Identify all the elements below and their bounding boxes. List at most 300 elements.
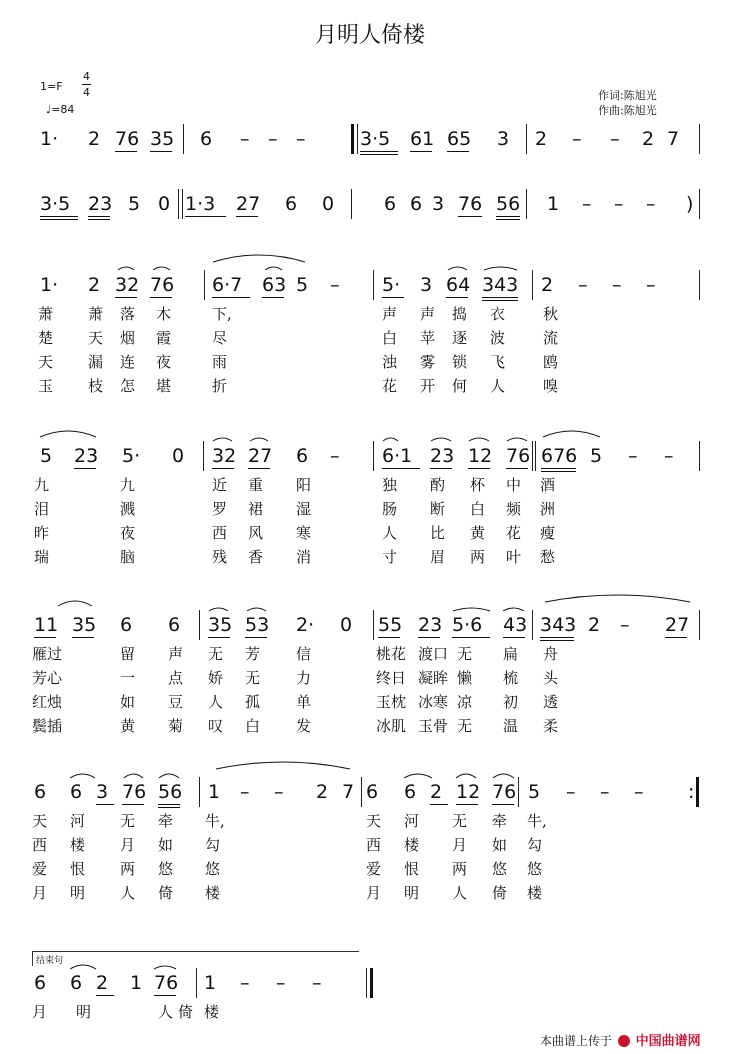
note: 6 (70, 972, 83, 994)
lyric: 逐 (452, 329, 468, 347)
note: 32 (115, 274, 140, 296)
note: 12 (468, 445, 493, 467)
lyric: 萧 (38, 305, 54, 323)
lyric: 人 (382, 524, 398, 542)
note: – (664, 445, 674, 467)
lyric: 两 (120, 860, 136, 878)
note: – (620, 614, 630, 636)
note: 5 (590, 445, 603, 467)
lyric: 溅 (120, 500, 136, 518)
note: 3 (432, 193, 445, 215)
barline (370, 968, 373, 998)
lyric: 恨 (70, 860, 86, 878)
lyric: 波 (490, 329, 506, 347)
slur (118, 267, 134, 270)
lyric: 渡口 (418, 645, 449, 663)
slur (453, 608, 490, 611)
note: 6 (366, 781, 379, 803)
slur (40, 431, 96, 437)
lyric: 柔 (543, 717, 559, 735)
lyric: 香 (248, 548, 264, 566)
note: : (688, 781, 695, 803)
lyric: 何 (452, 377, 468, 395)
note: 3·5 (40, 193, 71, 215)
lyric: 头 (543, 669, 559, 687)
lyric: 透 (543, 693, 559, 711)
lyric: 裙 (248, 500, 264, 518)
lyric: 寒 (296, 524, 312, 542)
note: 76 (115, 128, 140, 150)
note: 64 (446, 274, 471, 296)
lyric: 豆 (168, 693, 184, 711)
lyric: 楚 (38, 329, 54, 347)
note: 76 (458, 193, 483, 215)
note: – (582, 193, 592, 215)
lyric: 尽 (212, 329, 228, 347)
note: – (240, 972, 250, 994)
lyric: 泪 (34, 500, 50, 518)
lyric: 愁 (540, 548, 556, 566)
lyric: 枝 (88, 377, 104, 395)
lyric: 锁 (452, 353, 468, 371)
beam-underline (496, 216, 520, 217)
lyric: 夜 (156, 353, 172, 371)
lyric: 断 (430, 500, 446, 518)
lyric: 温 (503, 717, 519, 735)
lyric: 重 (248, 476, 264, 494)
note: – (600, 781, 610, 803)
note: – (330, 274, 340, 296)
lyric: 月 (452, 836, 468, 854)
lyric: 落 (120, 305, 136, 323)
composer: 作曲:陈旭光 (598, 104, 657, 117)
slur (154, 966, 176, 969)
slur (448, 267, 467, 270)
lyric: 黄 (470, 524, 486, 542)
note: – (614, 193, 624, 215)
lyric: 浊 (382, 353, 398, 371)
barline (203, 441, 204, 471)
note: 76 (506, 445, 531, 467)
beam-underline (430, 468, 452, 469)
note: 5· (382, 274, 401, 296)
lyric: 扁 (503, 645, 519, 663)
lyric: 牛, (205, 812, 225, 830)
site-logo-icon (618, 1035, 630, 1047)
note: 2 (588, 614, 601, 636)
slur (404, 774, 432, 778)
lyric: 衣 (490, 305, 506, 323)
note: 11 (34, 614, 59, 636)
note: 6 (168, 614, 181, 636)
lyric: 残 (212, 548, 228, 566)
beam-underline (208, 637, 230, 638)
note: 6 (404, 781, 417, 803)
lyric: 酌 (430, 476, 446, 494)
note: – (646, 193, 656, 215)
lyric: 娇 (208, 669, 224, 687)
note: 676 (541, 445, 578, 467)
lyric: 倚 (492, 884, 508, 902)
beam-underline (185, 216, 226, 217)
lyric: 嗅 (543, 377, 559, 395)
beam-underline (115, 151, 137, 152)
note: 2 (88, 128, 101, 150)
slur (543, 431, 600, 437)
lyric: 声 (382, 305, 398, 323)
barline (373, 441, 374, 471)
note: – (634, 781, 644, 803)
beam-underline (150, 151, 172, 152)
beam-underline (236, 216, 258, 217)
note: 6 (296, 445, 309, 467)
lyric: 酒 (540, 476, 556, 494)
beam-underline (506, 468, 528, 469)
lyric: 两 (452, 860, 468, 878)
note: 35 (72, 614, 97, 636)
beam-underline (262, 297, 284, 298)
barline (351, 124, 354, 154)
note: 53 (245, 614, 270, 636)
lyric: 冰寒 (418, 693, 449, 711)
lyric: 洲 (540, 500, 556, 518)
slur (456, 774, 476, 778)
lyric: 人 (452, 884, 468, 902)
intro-system-2 (0, 193, 740, 233)
verse-system-4 (0, 445, 740, 575)
beam-underline (88, 216, 110, 217)
lyric: 白 (382, 329, 398, 347)
lyric: 天 (88, 329, 104, 347)
note: 27 (665, 614, 690, 636)
lyric: 如 (120, 693, 136, 711)
lyric: 梳 (503, 669, 519, 687)
slur (250, 438, 268, 441)
note: – (240, 128, 250, 150)
barline (178, 189, 179, 219)
note: 6·7 (212, 274, 243, 296)
slur (58, 601, 92, 606)
slur (484, 267, 517, 270)
beam-underline-double (496, 219, 520, 220)
note: 2 (316, 781, 329, 803)
note: 6 (34, 972, 47, 994)
lyric: 点 (168, 669, 184, 687)
note: 3 (497, 128, 510, 150)
lyric: 孤 (245, 693, 261, 711)
barline (373, 610, 374, 640)
barline (699, 610, 700, 640)
note: ) (686, 193, 694, 215)
beam-underline (458, 216, 482, 217)
note: 2 (535, 128, 548, 150)
note: 5 (296, 274, 309, 296)
beam-underline (378, 637, 400, 638)
note: 23 (430, 445, 455, 467)
lyric: 两 (470, 548, 486, 566)
note: 76 (122, 781, 147, 803)
note: – (610, 128, 620, 150)
beam-underline-double (40, 219, 78, 220)
lyric: 天 (366, 812, 382, 830)
lyric: 西 (32, 836, 48, 854)
note: – (276, 972, 286, 994)
note: – (566, 781, 576, 803)
lyric: 无 (452, 812, 468, 830)
beam-underline (115, 297, 137, 298)
beam-underline (482, 297, 518, 298)
lyric: 无 (120, 812, 136, 830)
barline (196, 968, 197, 998)
ending-bracket (32, 951, 359, 966)
note: 1·3 (185, 193, 216, 215)
ending-system (0, 972, 740, 1032)
lyric: 天 (32, 812, 48, 830)
lyric: 凝眸 (418, 669, 449, 687)
time-numerator: 4 (83, 70, 90, 83)
note: 5 (40, 445, 53, 467)
note: – (274, 781, 284, 803)
lyric: 芳 (245, 645, 261, 663)
note: 6 (120, 614, 133, 636)
note: 6 (70, 781, 83, 803)
beam-underline-double (541, 471, 576, 472)
beam-underline-double (482, 300, 518, 301)
lyric: 恨 (404, 860, 420, 878)
beam-underline (96, 804, 114, 805)
beam-underline (212, 468, 234, 469)
beam-underline (360, 151, 398, 152)
verse-system-3 (0, 274, 740, 404)
slur (265, 267, 282, 270)
verse-system-6 (0, 781, 740, 911)
song-title: 月明人倚楼 (314, 23, 425, 48)
slur (213, 438, 232, 441)
lyric: 罗 (212, 500, 228, 518)
note: 23 (418, 614, 443, 636)
lyric: 明 (70, 884, 86, 902)
note: 6 (285, 193, 298, 215)
barline (696, 777, 699, 807)
barline (699, 270, 700, 300)
lyric: 比 (430, 524, 446, 542)
lyric: 风 (248, 524, 264, 542)
note: 76 (150, 274, 175, 296)
lyric: 倚 (158, 884, 174, 902)
lyric: 爱 (32, 860, 48, 878)
note: 3·5 (360, 128, 391, 150)
lyric: 阳 (296, 476, 312, 494)
note: 1 (130, 972, 143, 994)
slur (493, 774, 514, 778)
beam-underline (74, 468, 96, 469)
lyric: 瑞 (34, 548, 50, 566)
note: 1 (547, 193, 560, 215)
barline (699, 189, 700, 219)
lyric: 发 (296, 717, 312, 735)
note: 6·1 (382, 445, 413, 467)
note: 65 (447, 128, 472, 150)
lyric: 楼 (70, 836, 86, 854)
lyric: 桃花 (376, 645, 407, 663)
lyric: 河 (404, 812, 420, 830)
note: 1· (40, 274, 59, 296)
lyric: 玉 (38, 377, 54, 395)
lyric: 悠 (158, 860, 174, 878)
note: 55 (378, 614, 403, 636)
note: 23 (88, 193, 113, 215)
beam-underline (40, 216, 78, 217)
barline (183, 124, 184, 154)
slur (159, 774, 179, 778)
lyric: 人 (490, 377, 506, 395)
note: 2 (541, 274, 554, 296)
verse-system-5 (0, 614, 740, 744)
slur (213, 255, 305, 262)
lyricist: 作词:陈旭光 (598, 89, 657, 102)
barline (699, 124, 700, 154)
lyric: 中 (506, 476, 522, 494)
footer-brand: 中国曲谱网 (635, 1033, 701, 1048)
lyric: 雾 (420, 353, 436, 371)
lyric: 单 (296, 693, 312, 711)
beam-underline (245, 637, 267, 638)
note: 1 (208, 781, 221, 803)
lyric: 人 (120, 884, 136, 902)
slur (70, 774, 95, 778)
lyric: 雨 (212, 353, 228, 371)
lyric: 流 (543, 329, 559, 347)
beam-underline (541, 468, 576, 469)
lyric: 白 (470, 500, 486, 518)
lyric: 牵 (492, 812, 508, 830)
note: – (578, 274, 588, 296)
lyric: 悠 (527, 860, 543, 878)
beam-underline (430, 804, 448, 805)
lyric: 芳心 (32, 669, 63, 687)
note: 27 (236, 193, 261, 215)
note: 56 (158, 781, 183, 803)
lyric: 初 (503, 693, 519, 711)
lyric: 瘦 (540, 524, 556, 542)
lyric: 九 (120, 476, 136, 494)
note: 5· (122, 445, 141, 467)
note: 56 (496, 193, 521, 215)
lyric: 舟 (543, 645, 559, 663)
note: 6 (34, 781, 47, 803)
note: 2 (88, 274, 101, 296)
note: 343 (482, 274, 519, 296)
lyric: 一 (120, 669, 136, 687)
beam-underline (382, 468, 420, 469)
lyric: 黄 (120, 717, 136, 735)
note: 5·6 (452, 614, 483, 636)
lyric: 红烛 (32, 693, 63, 711)
lyric: 菊 (168, 717, 184, 735)
lyric: 花 (506, 524, 522, 542)
lyric: 霞 (156, 329, 172, 347)
note: 1 (204, 972, 217, 994)
note: 63 (262, 274, 287, 296)
ending-label: 结束句 (36, 956, 64, 966)
note: 5 (528, 781, 541, 803)
slur (124, 774, 143, 778)
lyric: 折 (212, 377, 228, 395)
beam-underline (410, 151, 432, 152)
barline (535, 441, 536, 471)
note: – (296, 128, 306, 150)
note: – (646, 274, 656, 296)
beam-underline (452, 637, 490, 638)
barline (199, 610, 200, 640)
slur (209, 608, 228, 611)
slur (507, 438, 527, 441)
lyric: 叹 (208, 717, 224, 735)
lyric: 人 (158, 1003, 174, 1021)
lyric: 无 (245, 669, 261, 687)
lyric: 声 (168, 645, 184, 663)
note: – (330, 445, 340, 467)
lyric: 花 (382, 377, 398, 395)
lyric: 木 (156, 305, 172, 323)
lyric: 楼 (527, 884, 543, 902)
note: 2 (430, 781, 443, 803)
lyric: 牛, (527, 812, 547, 830)
lyric: 玉骨 (418, 717, 449, 735)
lyric: 连 (120, 353, 136, 371)
note: 61 (410, 128, 435, 150)
note: 35 (208, 614, 233, 636)
lyric: 楼 (204, 1003, 220, 1021)
lyric: 人 (208, 693, 224, 711)
lyric: 频 (506, 500, 522, 518)
lyric: 倚 (178, 1003, 194, 1021)
lyric: 无 (208, 645, 224, 663)
tempo-marking: ♩=84 (46, 103, 75, 116)
beam-underline (468, 468, 490, 469)
lyric: 楼 (404, 836, 420, 854)
lyric: 悠 (205, 860, 221, 878)
lyric: 西 (366, 836, 382, 854)
barline (361, 777, 362, 807)
barline (518, 777, 519, 807)
beam-underline-double (540, 640, 574, 641)
note: – (312, 972, 322, 994)
beam-underline-double (158, 807, 180, 808)
footer (540, 1030, 701, 1049)
note: 23 (74, 445, 99, 467)
lyric: 叶 (506, 548, 522, 566)
lyric: 消 (296, 548, 312, 566)
barline (357, 124, 358, 154)
lyric: 怎 (120, 377, 136, 395)
note: 7 (342, 781, 355, 803)
lyric: 勾 (205, 836, 221, 854)
slur (469, 438, 489, 441)
lyric: 下, (212, 305, 232, 323)
note: 343 (540, 614, 577, 636)
lyric: 勾 (527, 836, 543, 854)
lyric: 昨 (34, 524, 50, 542)
lyric: 寸 (382, 548, 398, 566)
lyric: 信 (296, 645, 312, 663)
lyric: 湿 (296, 500, 312, 518)
lyric: 如 (492, 836, 508, 854)
beam-underline (540, 637, 574, 638)
lyric: 爱 (366, 860, 382, 878)
barline (204, 270, 205, 300)
lyric: 眉 (430, 548, 446, 566)
